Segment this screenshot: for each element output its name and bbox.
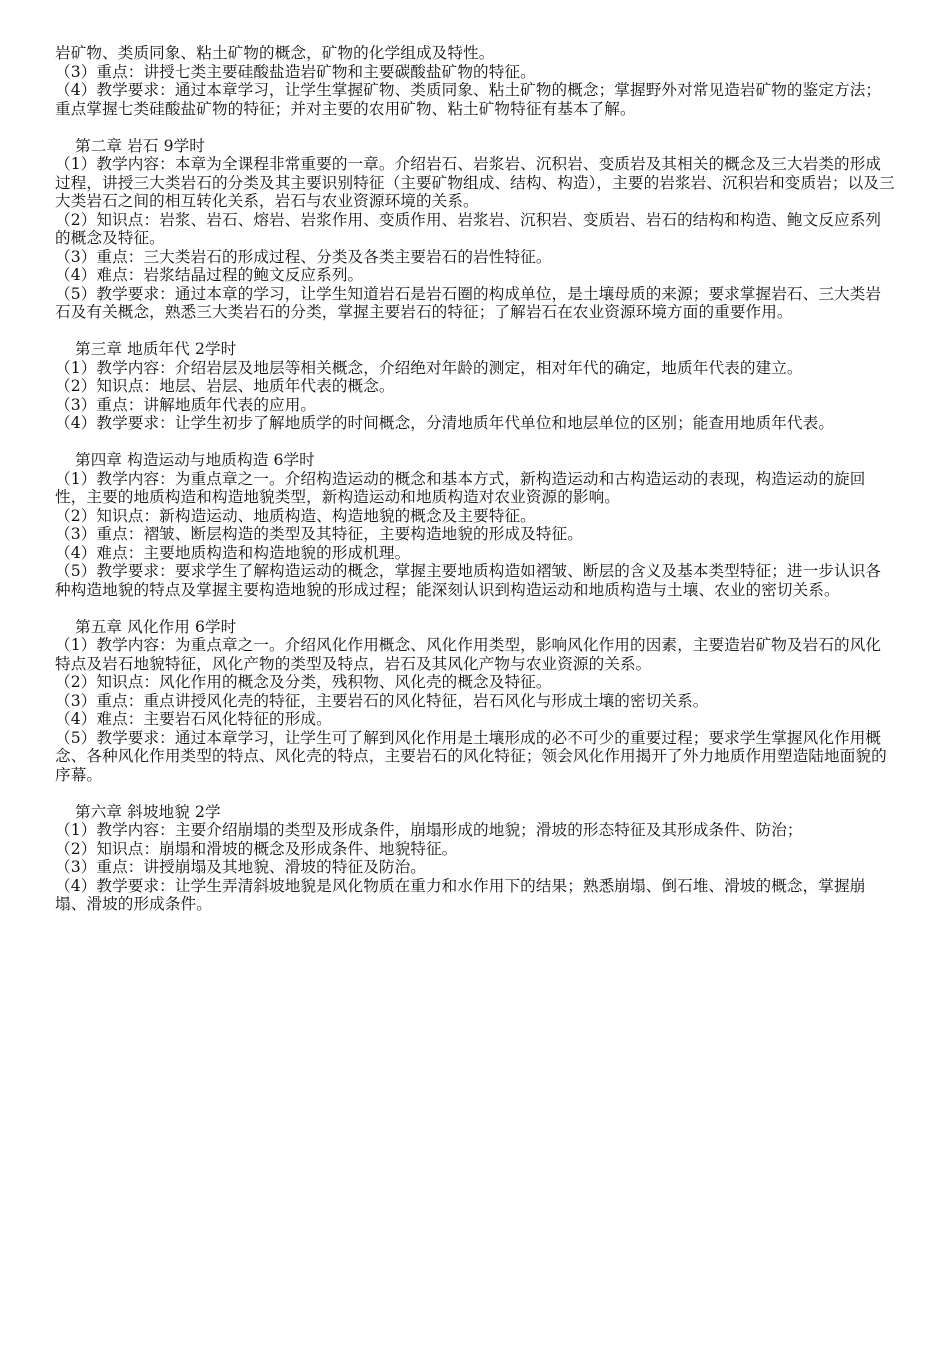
chapter-item: （5）教学要求：通过本章学习，让学生可了解到风化作用是土壤形成的必不可少的重要过程；要求学生掌握风化作用概念、各种风化作用类型的特点、风化壳的特点，主要岩石的风化特征；领会风化作用揭开了外力地质作用塑造陆地面貌的序幕。: [55, 728, 887, 784]
chapter-2-section: [55, 137, 895, 322]
chapter-item: （5）教学要求：通过本章的学习，让学生知道岩石是岩石圈的构成单位，是土壤母质的来源；要求掌握岩石、三大类岩石及有关概念，熟悉三大类岩石的分类，掌握主要岩石的特征；了解岩石在农业资源环境方面的重要作用。: [55, 284, 882, 321]
chapter-item: （5）教学要求：要求学生了解构造运动的概念，掌握主要地质构造如褶皱、断层的含义及基本类型特征；进一步认识各种构造地貌的特点及掌握主要构造地貌的形成过程；能深刻认识到构造运动和地质构造与土壤、农业的密切关系。: [55, 562, 882, 599]
chapter-6-section: [55, 803, 895, 914]
chapter-4-section: [55, 451, 895, 599]
intro-paragraph: 岩矿物、类质同象、粘土矿物的概念，矿物的化学组成及特性。: [55, 44, 495, 62]
chapter-5-section: [55, 618, 895, 785]
chapter-item: （3）重点：三大类岩石的形成过程、分类及各类主要岩石的岩性特征。: [55, 247, 552, 266]
chapter-heading: 第二章 岩石 9学时: [75, 136, 205, 155]
chapter-item: （1）教学内容：介绍岩层及地层等相关概念，介绍绝对年龄的测定，相对年代的确定，地质年代表的建立。: [55, 358, 803, 377]
chapter-heading: 第三章 地质年代 2学时: [75, 340, 237, 358]
chapter-item: （1）教学内容：为重点章之一。介绍风化作用概念、风化作用类型，影响风化作用的因素，主要造岩矿物及岩石的风化特点及岩石地貌特征，风化产物的类型及特点，岩石及其风化产物与农业资源的关系。: [55, 636, 882, 673]
chapter-item: （3）重点：讲授崩塌及其地貌、滑坡的特征及防治。: [55, 858, 426, 876]
chapter-3-section: [55, 340, 895, 433]
chapter-item: （4）难点：主要岩石风化特征的形成。: [55, 710, 332, 728]
intro-paragraph: （4）教学要求：通过本章学习，让学生掌握矿物、类质同象、粘土矿物的概念；掌握野外对常见造岩矿物的鉴定方法；重点掌握七类硅酸盐矿物的特征；并对主要的农用矿物、粘土矿物特征有基本了解。: [55, 81, 882, 118]
chapter-item: （1）教学内容：本章为全课程非常重要的一章。介绍岩石、岩浆岩、沉积岩、变质岩及其相关的概念及三大岩类的形成过程，讲授三大类岩石的分类及其主要识别特征（主要矿物组成、结构、构造），主要的岩浆岩、沉积岩和变质岩；以及三大类岩石之间的相互转化关系，岩石与农业资源环境的关系。: [55, 155, 895, 210]
chapter-item: （3）重点：重点讲授风化壳的特征，主要岩石的风化特征，岩石风化与形成土壤的密切关系。: [55, 691, 709, 710]
chapter-item: （1）教学内容：为重点章之一。介绍构造运动的概念和基本方式，新构造运动和古构造运动的表现，构造运动的旋回性，主要的地质构造和构造地貌类型，新构造运动和地质构造对农业资源的影响。: [55, 469, 866, 506]
chapter-heading: 第六章 斜坡地貌 2学: [75, 802, 221, 821]
chapter-item: （4）教学要求：让学生弄清斜坡地貌是风化物质在重力和水作用下的结果；熟悉崩塌、倒石堆、滑坡的概念，掌握崩塌、滑坡的形成条件。: [55, 876, 866, 913]
chapter-item: （3）重点：褶皱、断层构造的类型及其特征，主要构造地貌的形成及特征。: [55, 525, 583, 543]
chapter-item: （2）知识点：崩塌和滑坡的概念及形成条件、地貌特征。: [55, 839, 458, 858]
chapter-item: （4）教学要求：让学生初步了解地质学的时间概念，分清地质年代单位和地层单位的区别；能查用地质年代表。: [55, 414, 835, 432]
intro-paragraph: （3）重点：讲授七类主要硅酸盐造岩矿物和主要碳酸盐矿物的特征。: [55, 62, 536, 81]
document-page: [55, 44, 895, 914]
intro-section: [55, 44, 895, 118]
chapter-item: （1）教学内容：主要介绍崩塌的类型及形成条件，崩塌形成的地貌；滑坡的形态特征及其形成条件、防治；: [55, 821, 803, 839]
chapter-heading: 第五章 风化作用 6学时: [75, 617, 237, 636]
chapter-item: （2）知识点：岩浆、岩石、熔岩、岩浆作用、变质作用、岩浆岩、沉积岩、变质岩、岩石的结构和构造、鲍文反应系列的概念及特征。: [55, 210, 882, 247]
chapter-item: （4）难点：岩浆结晶过程的鲍文反应系列。: [55, 266, 364, 284]
chapter-item: （2）知识点：风化作用的概念及分类，残积物、风化壳的概念及特征。: [55, 673, 552, 691]
chapter-heading: 第四章 构造运动与地质构造 6学时: [75, 451, 315, 469]
chapter-item: （2）知识点：新构造运动、地质构造、构造地貌的概念及主要特征。: [55, 506, 536, 525]
chapter-item: （3）重点：讲解地质年代表的应用。: [55, 395, 317, 414]
chapter-item: （2）知识点：地层、岩层、地质年代表的概念。: [55, 377, 395, 395]
chapter-item: （4）难点：主要地质构造和构造地貌的形成机理。: [55, 543, 411, 562]
